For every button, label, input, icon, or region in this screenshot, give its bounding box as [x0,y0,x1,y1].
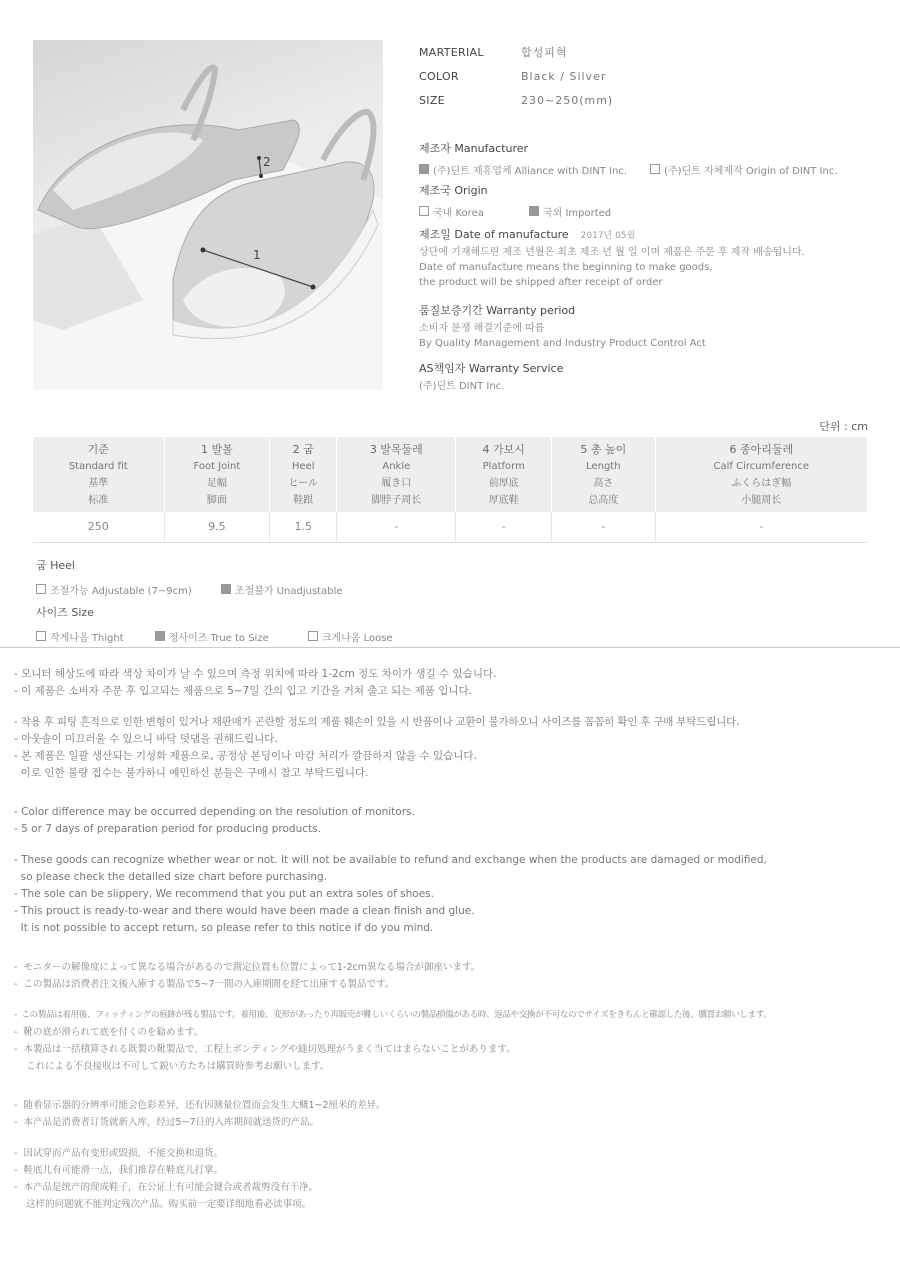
checkbox-checked-icon [529,206,539,216]
notice-en-7: It is not possible to accept return, so please refer to this notice if do you mind. [14,922,434,934]
notice-jp-4: - 靴の底が滑られて底を付くのを勧めます。 [14,1027,204,1038]
notice-kr-2: - 이 제품은 소비자 주문 후 입고되는 제품으로 5~7일 간의 입고 기간을 거쳐 출고 되는 제품 입니다. [14,685,472,697]
table-header-cell: 5 총 높이 Length 高さ 总高度 [552,437,655,512]
table-cell: - [655,512,867,542]
notice-cn-5: - 本产品是统产的现成鞋子，在公证上有可能会键合或者裁剪没有干净。 [14,1182,318,1193]
size-option-true [155,629,269,644]
checkbox-empty-icon [36,631,46,641]
size-fit-section [36,604,411,645]
spec-key: SIZE [419,93,445,107]
origin-title: 제조국 Origin [419,184,488,197]
size-option-tight [36,629,124,644]
spec-material [419,40,879,64]
service-section [419,360,889,394]
manufacture-date-section [419,226,889,290]
service-title: AS책임자 Warranty Service [419,362,564,375]
notice-kr-5: - 본 제품은 일괄 생산되는 기성화 제품으로, 공정상 본딩이나 마감 처리가 깔끔하지 않을 수 있습니다. [14,750,477,762]
manufacturer-section [419,140,889,178]
date-title [419,226,889,242]
table-header-row [33,437,867,512]
date-title-text: 제조일 Date of manufacture [419,228,569,241]
size-title: 사이즈 Size [36,606,94,619]
option-label: 작게나옴 Thight [50,632,124,644]
heel-option-adjustable [36,582,192,597]
size-option-loose [308,629,393,644]
origin-section [419,182,889,220]
table-header-cell: 6 종아리둘레 Calf Circumference ふくらはぎ幅 小腿周长 [655,437,867,512]
checkbox-empty-icon [308,631,318,641]
date-note-kr: 상단에 기재해드린 제조 년월은 최초 제조 년 월 일 이며 제품은 주문 후 제작 배송됩니다. [419,247,805,258]
table-cell: 9.5 [164,512,270,542]
measure-label-2: 2 [263,155,271,169]
spec-value: 합성피혁 [521,46,568,59]
warranty-title: 품질보증기간 Warranty period [419,304,576,317]
manufacturer-title: 제조자 Manufacturer [419,142,529,155]
notice-cn-3: - 因试穿而产品有变形或毁损，不能交换和退货。 [14,1148,223,1159]
spec-value: Black / Silver [521,69,607,83]
table-header-cell: 2 굽 Heel ヒール 鞋跟 [270,437,337,512]
heel-option-unadjustable [221,582,343,597]
warranty-note-kr: 소비자 분쟁 해결기준에 따름 [419,323,545,334]
option-label: 정사이즈 True to Size [168,632,269,644]
checkbox-checked-icon [155,631,165,641]
heel-title: 굽 Heel [36,559,75,572]
table-cell: - [337,512,456,542]
spec-color [419,64,879,88]
checkbox-empty-icon [419,206,429,216]
option-label: 국내 Korea [433,207,484,219]
checkbox-checked-icon [221,584,231,594]
date-note-en-1: Date of manufacture means the beginning to make goods, [419,262,713,273]
table-header-cell: 1 발볼 Foot Joint 足幅 脚面 [164,437,270,512]
table-header-cell: 4 가보시 Platform 前厚底 厚底鞋 [456,437,552,512]
measure-label-1: 1 [253,248,261,262]
checkbox-empty-icon [650,164,660,174]
option-label: 조절불가 Unadjustable [234,585,343,597]
warranty-note-en: By Quality Management and Industry Product Control Act [419,338,706,349]
table-header-cell: 3 발목둘레 Ankle 履き口 脚脖子周长 [337,437,456,512]
notice-kr-1: - 모니터 해상도에 따라 색상 차이가 날 수 있으며 측정 위치에 따라 1-2cm 정도 차이가 생길 수 있습니다. [14,668,497,680]
notice-kr-4: - 아웃솔이 미끄러울 수 있으니 바닥 덧댐을 권해드립니다. [14,733,278,745]
origin-option-imported [529,204,611,219]
spec-key: MARTERIAL [419,45,484,59]
option-label: (주)딘트 제휴업체 Alliance with DINT Inc. [433,165,628,177]
notice-en-4: so please check the detailed size chart before purchasing. [14,871,328,883]
warranty-section [419,302,889,351]
unit-label: 단위 : cm [819,420,868,433]
table-cell: 250 [33,512,164,542]
notice-kr-3: - 착용 후 피팅 흔적으로 인한 변형이 있거나 재판매가 곤란할 정도의 제품 훼손이 있을 시 반품이나 교환이 불가하오니 사이즈를 꼼꼼히 확인 후 구매 부탁드립니다. [14,716,740,728]
table-cell: - [552,512,655,542]
notice-jp-3: - この製品は着用後、フィッティングの痕跡が残る製品です。着用後、変形があったり再販売が難しいくらいの製品損傷がある時、返品や交換が不可なのでサイズをきちんと確認した後、購買お願いします。 [14,1010,772,1020]
sandal-illustration [33,40,383,390]
notice-cn-2: - 本产品是消费者订货就新入库，经过5~7日的入库期间就送货的产品。 [14,1117,320,1128]
table-header-cell: 기준 Standard fit 基準 标准 [33,437,164,512]
product-photo [33,40,383,390]
notice-cn-1: - 随着显示器的分辨率可能会色彩差异，还有因测量位置而会发生大概1~2厘米的差异。 [14,1100,386,1111]
service-note: (주)딘트 DINT Inc. [419,381,505,392]
origin-option-korea [419,204,484,219]
size-table [33,437,867,543]
checkbox-checked-icon [419,164,429,174]
notice-en-3: - These goods can recognize whether wear or not. It will not be available to refund and exchange when the products are damaged or modified, [14,854,767,866]
section-divider [0,647,900,648]
notice-en-5: - The sole can be slippery, We recommend that you put an extra soles of shoes. [14,888,434,900]
table-row [33,512,867,542]
checkbox-empty-icon [36,584,46,594]
option-label: 크게나옴 Loose [321,632,393,644]
option-label: 조절가능 Adjustable (7~9cm) [50,585,192,597]
notice-jp-5: - 本製品は一括積算される既製の靴製品で、工程上ボンディングや縫切処理がうまく当てはまらないことがあります。 [14,1044,516,1055]
manufacturer-option-origin [650,162,837,177]
option-label: 국외 Imported [542,207,612,219]
notice-en-6: - This prouct is ready-to-wear and there would have been made a clean finish and glue. [14,905,475,917]
spec-key: COLOR [419,69,459,83]
table-cell: 1.5 [270,512,337,542]
spec-value: 230~250(mm) [521,93,614,107]
date-value: 2017년 05월 [580,231,636,241]
spec-list [419,40,879,112]
notice-cn-6: 这样的问题就不能判定残次产品。购买前一定要详细地看必读事项。 [14,1199,312,1210]
heel-section [36,557,361,598]
notice-jp-2: - この製品は消費者注文後入庫する製品で5~7一間の入庫期間を経て出庫する製品です。 [14,979,395,990]
notice-jp-6: これによる不良接収は不可して鋭い方たちは購買時参考お願いします。 [14,1061,330,1072]
notice-en-2: - 5 or 7 days of preparation period for producing products. [14,823,321,835]
notice-kr-6: 이로 인한 불량 접수는 불가하니 예민하신 분들은 구매시 참고 부탁드립니다. [14,767,369,779]
notice-cn-4: - 鞋底儿有可能滑一点，我们推荐在鞋底儿打掌。 [14,1165,223,1176]
notice-section [14,666,894,1213]
notice-en-1: - Color difference may be occurred depending on the resolution of monitors. [14,806,415,818]
option-label: (주)딘트 자체제작 Origin of DINT Inc. [664,165,838,177]
manufacturer-option-alliance [419,162,627,177]
spec-size [419,88,879,112]
date-note-en-2: the product will be shipped after receipt of order [419,277,663,288]
notice-jp-1: - モニターの解像度によって異なる場合があるので測定位置も位置によって1-2cm異なる場合が御座います。 [14,962,481,973]
table-cell: - [456,512,552,542]
